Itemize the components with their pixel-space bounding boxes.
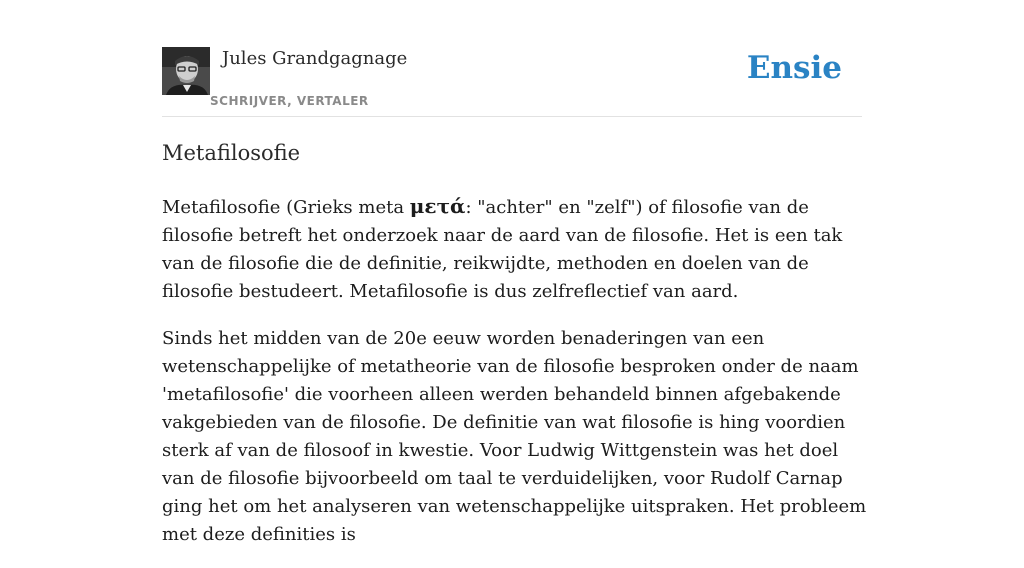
greek-word: μετά	[409, 194, 466, 218]
paragraph-1-intro: Metafilosofie (Grieks meta	[162, 197, 410, 218]
author-name[interactable]: Jules Grandgagnage	[222, 48, 408, 69]
paragraph-1	[162, 192, 874, 306]
author-photo-icon	[162, 47, 210, 95]
article-body	[162, 192, 874, 568]
paragraph-1-rest: : "achter" en "zelf") of filosofie van de filosofie betreft het onderzoek naar de aard van de filosofie. Het is een tak van de filosofie die de definitie, reikwijdte, methoden en doelen van de filosofie bestudeert. Metafilosofie is dus zelfreflectief van aard.	[162, 197, 843, 302]
article-title: Metafilosofie	[162, 141, 301, 165]
brand-logo[interactable]: Ensie	[746, 50, 842, 86]
author-role: SCHRIJVER, VERTALER	[210, 94, 369, 108]
author-avatar[interactable]	[162, 47, 210, 95]
paragraph-2: Sinds het midden van de 20e eeuw worden benaderingen van een wetenschappelijke of metatheorie van de filosofie besproken onder de naam 'metafilosofie' die voorheen alleen werden behandeld binnen afgebakende vakgebieden van de filosofie. De definitie van wat filosofie is hing voordien sterk af van de filosoof in kwestie. Voor Ludwig Wittgenstein was het doel van de filosofie bijvoorbeeld om taal te verduidelijken, voor Rudolf Carnap ging het om het analyseren van wetenschappelijke uitspraken. Het probleem met deze definities is	[162, 328, 867, 545]
article-header	[162, 46, 862, 117]
